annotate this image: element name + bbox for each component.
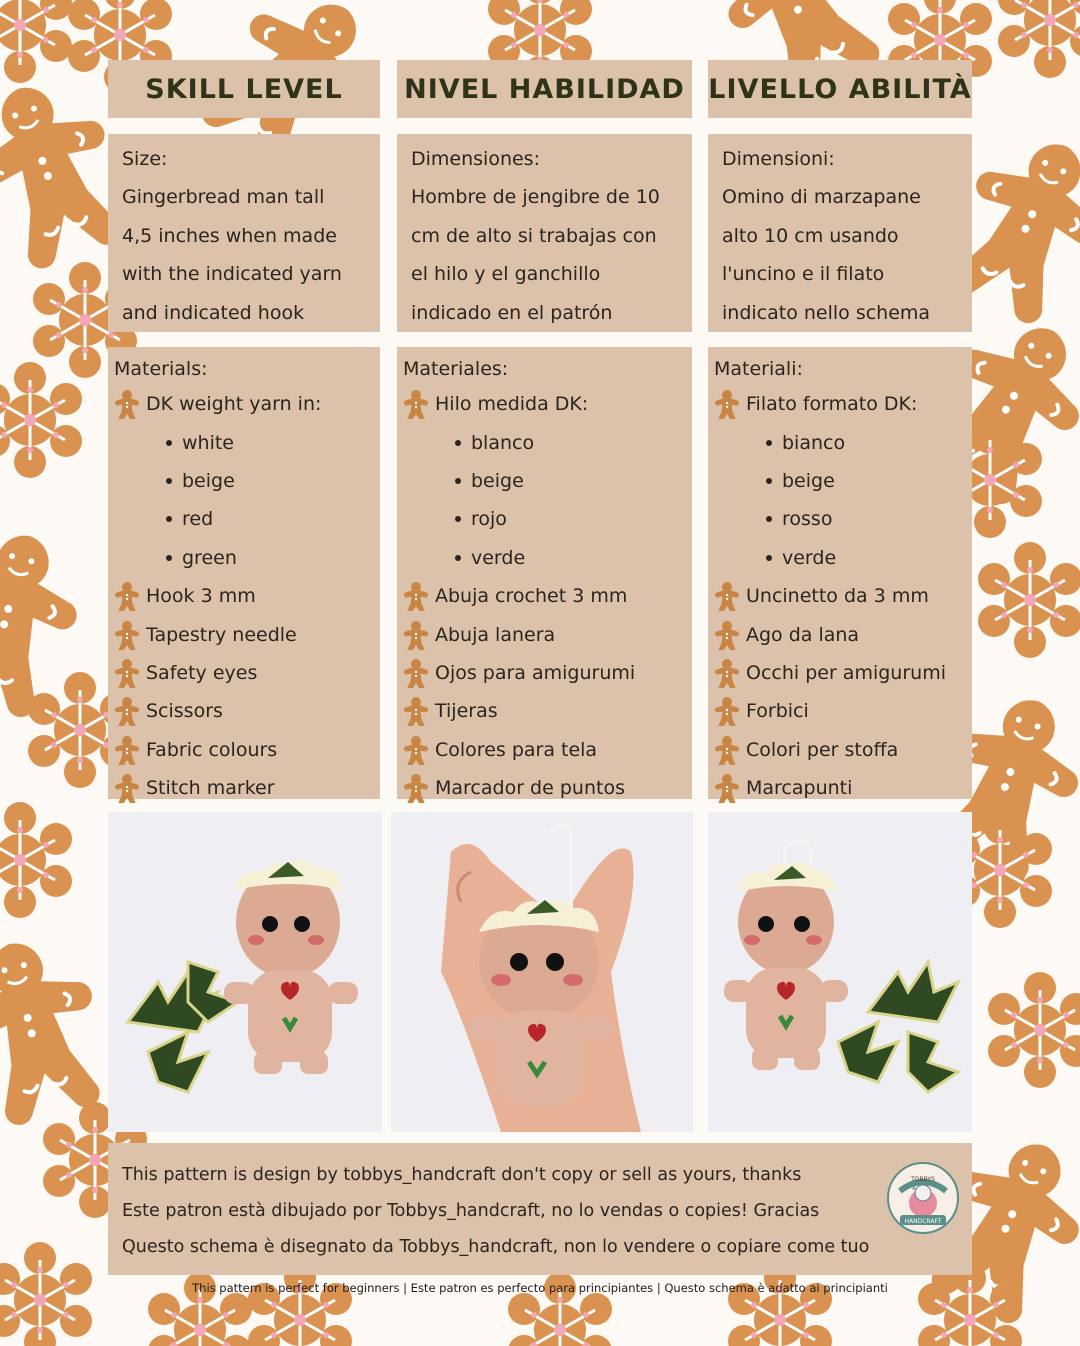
gingerbread-man-icon [714,658,740,688]
logo-text-top: TOBBYS [911,1176,935,1183]
bullet-icon [766,478,772,484]
list-item [114,769,372,807]
material-label: Ago da lana [746,623,860,646]
material-label: Scissors [146,700,223,723]
header-livello-abilita: LIVELLO ABILITÀ [708,60,972,118]
color-label: rojo [471,508,507,531]
color-item [403,500,684,538]
bullet-icon [166,555,172,561]
gingerbread-man-icon [714,735,740,765]
list-item [714,654,964,692]
materials-label: Materials: [114,358,208,380]
color-label: beige [782,469,835,492]
yarn-label: Filato formato DK: [746,393,918,416]
size-line: with the indicated yarn [122,263,342,285]
color-item [114,500,372,538]
color-label: beige [471,469,524,492]
size-line: el hilo y el ganchillo [411,263,601,285]
color-label: rosso [782,508,833,531]
color-item [403,539,684,577]
size-line: cm de alto si trabajas con [411,224,657,247]
material-label: Colores para tela [435,738,598,761]
beginner-note: This pattern is perfect for beginners | Este patron es perfecto para principiantes | Questo schema è adatto ai principianti [192,1281,888,1295]
color-label: verde [782,546,837,569]
materials-panel-it [708,347,972,799]
gingerbread-man-icon [403,389,429,419]
color-label: bianco [782,431,846,454]
list-item [403,615,684,653]
gingerbread-man-icon [114,389,140,419]
gingerbread-man-icon [403,696,429,726]
material-label: Tapestry needle [146,623,297,646]
materials-label: Materiali: [714,358,803,380]
bullet-icon [766,555,772,561]
list-item [714,615,964,653]
gingerbread-man-icon [114,773,140,803]
size-line: 4,5 inches when made [122,224,337,247]
bullet-icon [766,440,772,446]
list-item [403,654,684,692]
size-line: and indicated hook [122,301,305,324]
materials-panel-es [397,347,692,799]
size-line: alto 10 cm usando [722,224,899,247]
size-line: indicado en el patrón [411,301,613,324]
material-label: Abuja crochet 3 mm [435,585,628,608]
gingerbread-man-icon [403,620,429,650]
list-item [114,385,372,423]
gingerbread-man-icon [114,735,140,765]
gingerbread-man-icon [403,773,429,803]
size-label: Dimensioni: [722,148,835,170]
bullet-icon [455,555,461,561]
list-item [114,731,372,769]
material-label: Colori per stoffa [746,738,899,761]
gingerbread-man-icon [403,735,429,765]
size-label: Dimensiones: [411,148,540,170]
gingerbread-man-icon [114,620,140,650]
material-label: Marcapunti [746,777,853,800]
gingerbread-man-icon [714,773,740,803]
list-item [403,769,684,807]
bullet-icon [166,516,172,522]
list-item [714,692,964,730]
list-item [714,577,964,615]
color-label: green [182,546,237,569]
size-line: Omino di marzapane [722,186,921,208]
photo-gingerbread-with-holly-right [708,812,972,1132]
tobbys-handcraft-logo [886,1161,960,1235]
color-item [114,539,372,577]
size-panel-en [108,134,380,332]
color-item [714,423,964,461]
color-item [403,423,684,461]
materials-panel-en [108,347,380,799]
color-label: red [182,508,214,531]
material-label: Fabric colours [146,738,278,761]
gingerbread-man-icon [114,581,140,611]
list-item [403,731,684,769]
bullet-icon [166,440,172,446]
color-label: white [182,431,234,454]
size-line: Hombre de jengibre de 10 [411,186,660,208]
color-item [714,500,964,538]
photo-gingerbread-in-hand [391,812,693,1132]
gingerbread-man-icon [714,696,740,726]
color-item [114,423,372,461]
materials-label: Materiales: [403,358,509,380]
list-item [403,385,684,423]
gingerbread-man-icon [114,696,140,726]
header-nivel-habilidad: NIVEL HABILIDAD [397,60,692,118]
material-label: Marcador de puntos [435,777,625,800]
copyright-line-it: Questo schema è disegnato da Tobbys_handcraft, non lo vendere o copiare come tuo [122,1237,870,1257]
copyright-line-es: Este patron està dibujado por Tobbys_handcraft, no lo vendas o copies! Gracias [122,1201,820,1221]
material-label: Hook 3 mm [146,585,256,608]
logo-text-bottom: HANDCRAFT [904,1218,942,1225]
bullet-icon [166,478,172,484]
size-line: l'uncino e il filato [722,263,885,285]
header-skill-level: SKILL LEVEL [108,60,380,118]
material-label: Forbici [746,700,809,723]
color-label: blanco [471,431,535,454]
color-label: beige [182,469,235,492]
gingerbread-man-icon [114,658,140,688]
material-label: Safety eyes [146,661,258,684]
list-item [114,615,372,653]
photo-gingerbread-with-holly-left [108,812,382,1132]
size-panel-it [708,134,972,332]
size-panel-es [397,134,692,332]
bullet-icon [766,516,772,522]
material-label: Ojos para amigurumi [435,661,636,684]
material-label: Occhi per amigurumi [746,661,946,684]
color-label: verde [471,546,526,569]
gingerbread-man-icon [403,581,429,611]
size-line: Gingerbread man tall [122,186,325,208]
gingerbread-man-icon [403,658,429,688]
yarn-label: Hilo medida DK: [435,393,589,416]
bullet-icon [455,516,461,522]
list-item [403,692,684,730]
color-item [403,462,684,500]
list-item [114,654,372,692]
gingerbread-man-icon [714,389,740,419]
list-item [114,692,372,730]
color-item [714,462,964,500]
copyright-panel [108,1143,972,1275]
gingerbread-man-icon [714,581,740,611]
list-item [714,731,964,769]
material-label: Stitch marker [146,777,275,800]
amigurumi-photo [108,812,382,1132]
bullet-icon [455,440,461,446]
gingerbread-man-icon [714,620,740,650]
copyright-line-en: This pattern is design by tobbys_handcraft don't copy or sell as yours, thanks [122,1165,802,1185]
bullet-icon [455,478,461,484]
material-label: Tijeras [435,700,498,723]
list-item [714,769,964,807]
color-item [114,462,372,500]
material-label: Abuja lanera [435,623,556,646]
yarn-label: DK weight yarn in: [146,393,322,416]
color-item [714,539,964,577]
list-item [114,577,372,615]
amigurumi-in-hand-photo [391,812,693,1132]
size-line: indicato nello schema [722,301,931,324]
material-label: Uncinetto da 3 mm [746,585,929,608]
amigurumi-photo-right [708,812,972,1132]
size-label: Size: [122,148,168,170]
list-item [403,577,684,615]
list-item [714,385,964,423]
